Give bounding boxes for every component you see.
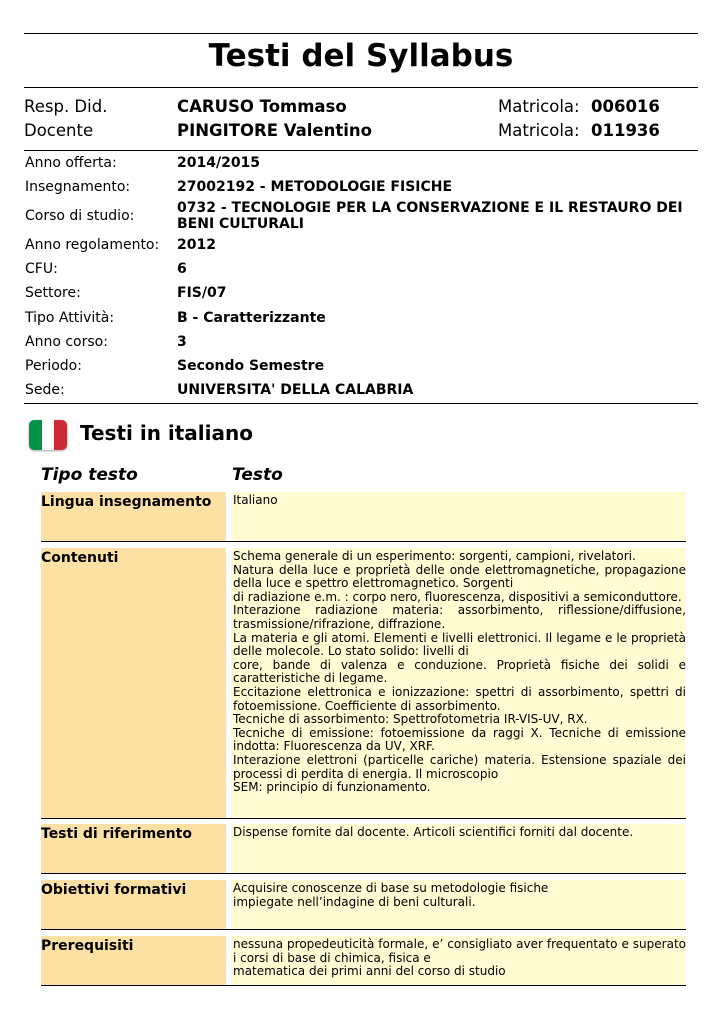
info-value: 3 xyxy=(177,334,187,350)
info-value: FIS/07 xyxy=(177,285,227,301)
info-label: Anno offerta: xyxy=(25,155,117,171)
page-title: Testi del Syllabus xyxy=(208,38,514,74)
info-label: CFU: xyxy=(25,261,58,277)
info-value: 2014/2015 xyxy=(177,155,261,171)
resp-matricola: 006016 xyxy=(591,97,660,116)
row-testo: nessuna propedeuticità formale, e’ consigliato aver frequentato e superato i corsi di base di chimica, fisica e matematica dei primi anni del corso di studio xyxy=(231,936,686,985)
resp-matricola-label: Matricola: xyxy=(498,97,580,116)
top-rule xyxy=(24,33,698,34)
row-separator xyxy=(41,873,686,874)
info-label: Corso di studio: xyxy=(25,208,135,224)
section-title: Testi in italiano xyxy=(80,421,253,445)
column-header-tipo: Tipo testo xyxy=(41,465,138,485)
info-value: 0732 - TECNOLOGIE PER LA CONSERVAZIONE E IL RESTAURO DEI BENI CULTURALI xyxy=(177,200,683,232)
row-tipo: Obiettivi formativi xyxy=(41,880,226,929)
info-value: 6 xyxy=(177,261,187,277)
header-rule xyxy=(24,150,698,151)
info-label: Periodo: xyxy=(25,358,82,374)
row-separator xyxy=(41,929,686,930)
italian-flag-icon xyxy=(29,420,67,450)
row-tipo: Lingua insegnamento xyxy=(41,492,226,541)
info-label: Anno corso: xyxy=(25,334,108,350)
info-label: Tipo Attività: xyxy=(25,310,115,326)
row-testo: Italiano xyxy=(231,492,686,541)
info-value: Secondo Semestre xyxy=(177,358,325,374)
row-tipo: Prerequisiti xyxy=(41,936,226,985)
info-label: Settore: xyxy=(25,285,81,301)
info-label: Insegnamento: xyxy=(25,179,131,195)
docente-matricola-label: Matricola: xyxy=(498,121,580,140)
row-separator xyxy=(41,541,686,542)
info-value: 2012 xyxy=(177,237,216,253)
resp-name: CARUSO Tommaso xyxy=(177,97,347,116)
row-testo: Acquisire conoscenze di base su metodologie fisiche impiegate nell’indagine di beni culturali. xyxy=(231,880,686,929)
row-tipo: Contenuti xyxy=(41,548,226,818)
info-label: Anno regolamento: xyxy=(25,237,160,253)
title-rule xyxy=(24,87,698,88)
info-value: 27002192 - METODOLOGIE FISICHE xyxy=(177,179,453,195)
info-value: B - Caratterizzante xyxy=(177,310,326,326)
info-rule xyxy=(24,403,698,404)
row-separator xyxy=(41,818,686,819)
docente-name: PINGITORE Valentino xyxy=(177,121,372,140)
column-header-testo: Testo xyxy=(232,465,283,485)
row-testo: Dispense fornite dal docente. Articoli scientifici forniti dal docente. xyxy=(231,824,686,873)
info-value: UNIVERSITA' DELLA CALABRIA xyxy=(177,382,414,398)
row-testo: Schema generale di un esperimento: sorgenti, campioni, rivelatori. Natura della luce e proprietà delle onde elettromagnetiche, propagazione della luce e spettro elettromagnetico. Sorgenti di radiazione e.m. : corpo nero, fluorescenza, dispositivi a semiconduttore. Interazione radiazione materia: assorbimento, riflessione/diffusione, trasmissione/rifrazione, diffrazione. La materia e gli atomi. Elementi e livelli elettronici. Il legame e le proprietà delle molecole. Lo stato solido: livelli di core, bande di valenza e conduzione. Proprietà fisiche dei solidi e caratteristiche di legame. Eccitazione elettronica e ionizzazione: spettri di assorbimento, spettri di fotoemissione. Coefficiente di assorbimento. Tecniche di assorbimento: Spettrofotometria IR-VIS-UV, RX. Tecniche di emissione: fotoemissione da raggi X. Tecniche di emissione indotta: Fluorescenza da UV, XRF. Interazione elettroni (particelle cariche) materia. Estensione spaziale dei processi di perdita di energia. Il microscopio SEM: principio di funzionamento. xyxy=(231,548,686,818)
docente-label: Docente xyxy=(24,121,94,140)
resp-label: Resp. Did. xyxy=(24,97,108,116)
row-tipo: Testi di riferimento xyxy=(41,824,226,873)
row-separator xyxy=(41,985,686,986)
docente-matricola: 011936 xyxy=(591,121,660,140)
info-label: Sede: xyxy=(25,382,65,398)
